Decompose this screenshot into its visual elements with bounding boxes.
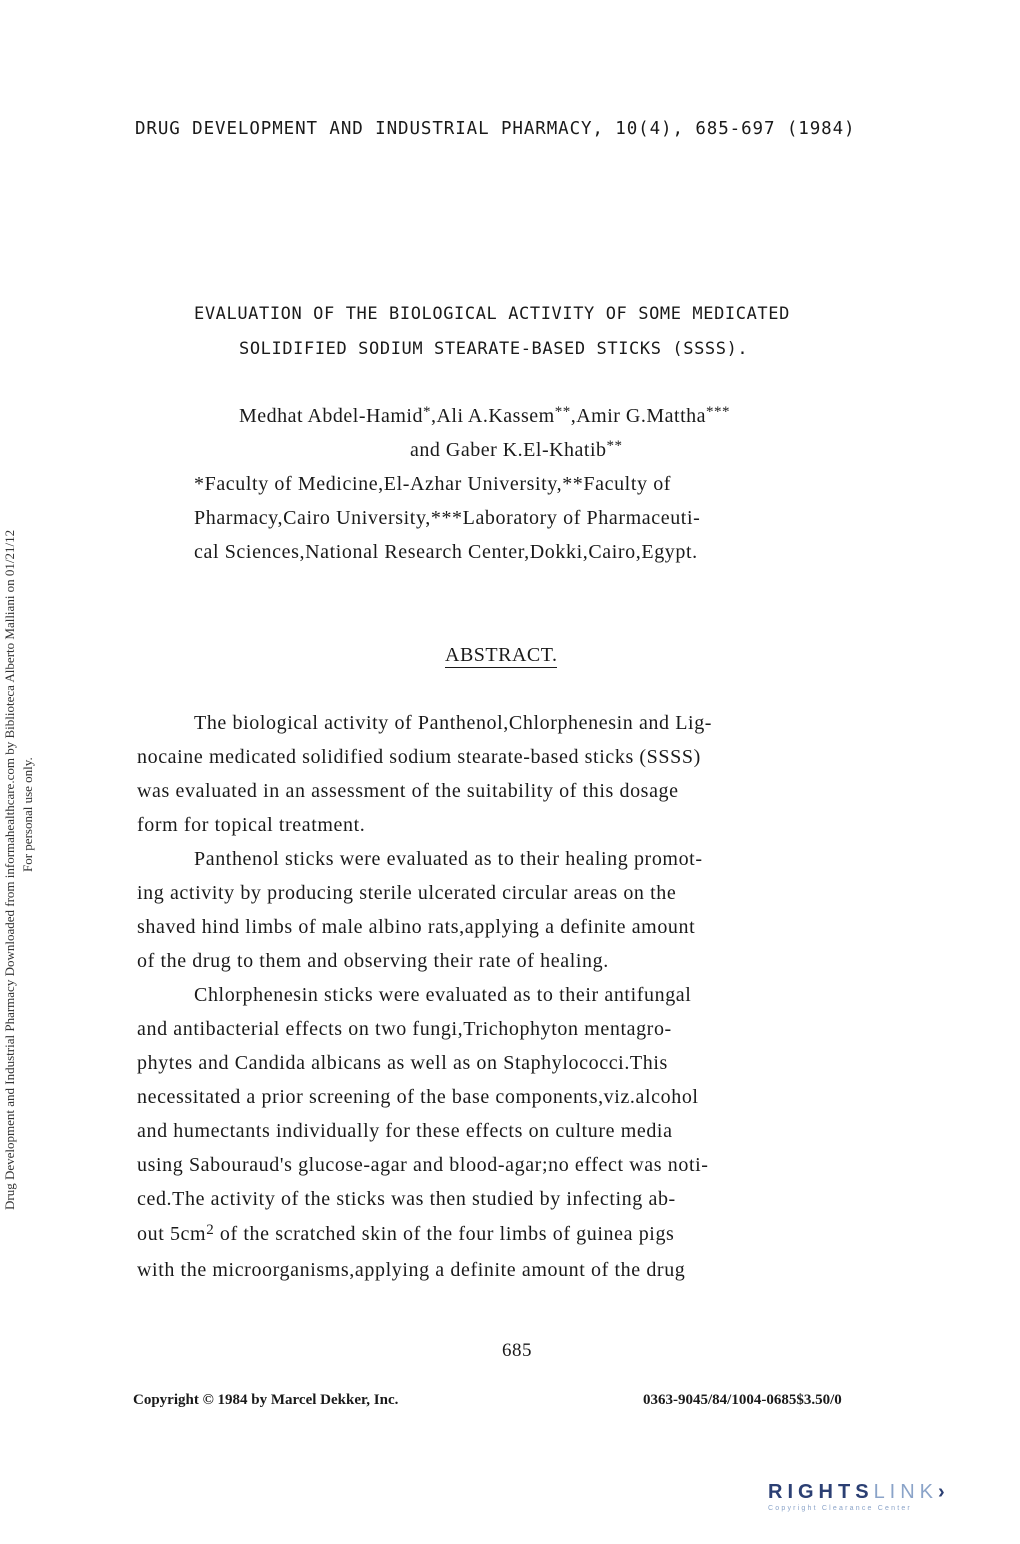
side-note-line2: For personal use only. — [20, 757, 35, 872]
authors-line-2 — [410, 439, 623, 462]
body-line: shaved hind limbs of male albino rats,applying a definite amount — [137, 916, 696, 938]
author-1-mark: * — [422, 404, 431, 420]
article-code: 0363-9045/84/1004-0685$3.50/0 — [643, 1392, 842, 1408]
body-line-cm — [137, 1223, 674, 1246]
author-4: and Gaber K.El-Khatib — [410, 439, 607, 461]
authors-line-1 — [239, 405, 730, 428]
body-line: nocaine medicated solidified sodium stearate-based sticks (SSSS) — [137, 746, 701, 768]
author-3-mark: *** — [706, 404, 730, 420]
body-line: and humectants individually for these effects on culture media — [137, 1120, 673, 1142]
chevron-right-icon: › — [938, 1481, 950, 1503]
body-line: ing activity by producing sterile ulcerated circular areas on the — [137, 882, 677, 904]
author-3: ,Amir G.Mattha — [570, 405, 706, 427]
cm-sup: 2 — [206, 1222, 215, 1238]
body-line: of the drug to them and observing their rate of healing. — [137, 950, 609, 972]
logo-tagline: Copyright Clearance Center — [768, 1505, 912, 1512]
author-1: Medhat Abdel-Hamid — [239, 405, 423, 427]
title-line-2: SOLIDIFIED SODIUM STEARATE-BASED STICKS (SSSS). — [239, 339, 749, 359]
journal-header: DRUG DEVELOPMENT AND INDUSTRIAL PHARMACY, 10(4), 685-697 (1984) — [135, 119, 856, 139]
body-line: using Sabouraud's glucose-agar and blood-agar;no effect was noti- — [137, 1154, 709, 1176]
body-line: with the microorganisms,applying a definite amount of the drug — [137, 1259, 686, 1281]
abstract-heading — [445, 644, 557, 667]
affiliation-line: Pharmacy,Cairo University,***Laboratory of Pharmaceuti- — [194, 507, 701, 529]
side-personal-use-note — [20, 757, 36, 872]
side-note-line1: Drug Development and Industrial Pharmacy Downloaded from informahealthcare.com by Biblioteca Alberto Malliani on 01/21/12 — [2, 529, 17, 1210]
cm-pre: out 5cm — [137, 1223, 207, 1245]
body-line: Panthenol sticks were evaluated as to their healing promot- — [194, 848, 703, 870]
body-line: necessitated a prior screening of the base components,viz.alcohol — [137, 1086, 699, 1108]
body-line: was evaluated in an assessment of the suitability of this dosage — [137, 780, 679, 802]
copyright-notice: Copyright © 1984 by Marcel Dekker, Inc. — [133, 1392, 399, 1408]
affiliation-line: *Faculty of Medicine,El-Azhar University,**Faculty of — [194, 473, 672, 495]
rightslink-logo — [768, 1480, 950, 1512]
logo-bold-text: RIGHTS — [768, 1481, 874, 1503]
author-4-mark: ** — [606, 438, 623, 454]
abstract-heading-text: ABSTRACT. — [445, 644, 558, 666]
body-line: The biological activity of Panthenol,Chlorphenesin and Lig- — [194, 712, 713, 734]
title-line-1: EVALUATION OF THE BIOLOGICAL ACTIVITY OF SOME MEDICATED — [194, 304, 790, 324]
page-number: 685 — [502, 1340, 532, 1361]
body-line: ced.The activity of the sticks was then studied by infecting ab- — [137, 1188, 676, 1210]
author-2-mark: ** — [554, 404, 571, 420]
body-line: Chlorphenesin sticks were evaluated as to their antifungal — [194, 984, 692, 1006]
affiliation-line: cal Sciences,National Research Center,Dokki,Cairo,Egypt. — [194, 541, 698, 563]
author-2: ,Ali A.Kassem — [430, 405, 555, 427]
logo-light-text: LINK — [873, 1481, 939, 1503]
side-download-note — [2, 530, 18, 1210]
body-line: phytes and Candida albicans as well as on Staphylococci.This — [137, 1052, 668, 1074]
body-line: and antibacterial effects on two fungi,Trichophyton mentagro- — [137, 1018, 672, 1040]
body-line: form for topical treatment. — [137, 814, 366, 836]
cm-post: of the scratched skin of the four limbs of guinea pigs — [214, 1223, 675, 1245]
